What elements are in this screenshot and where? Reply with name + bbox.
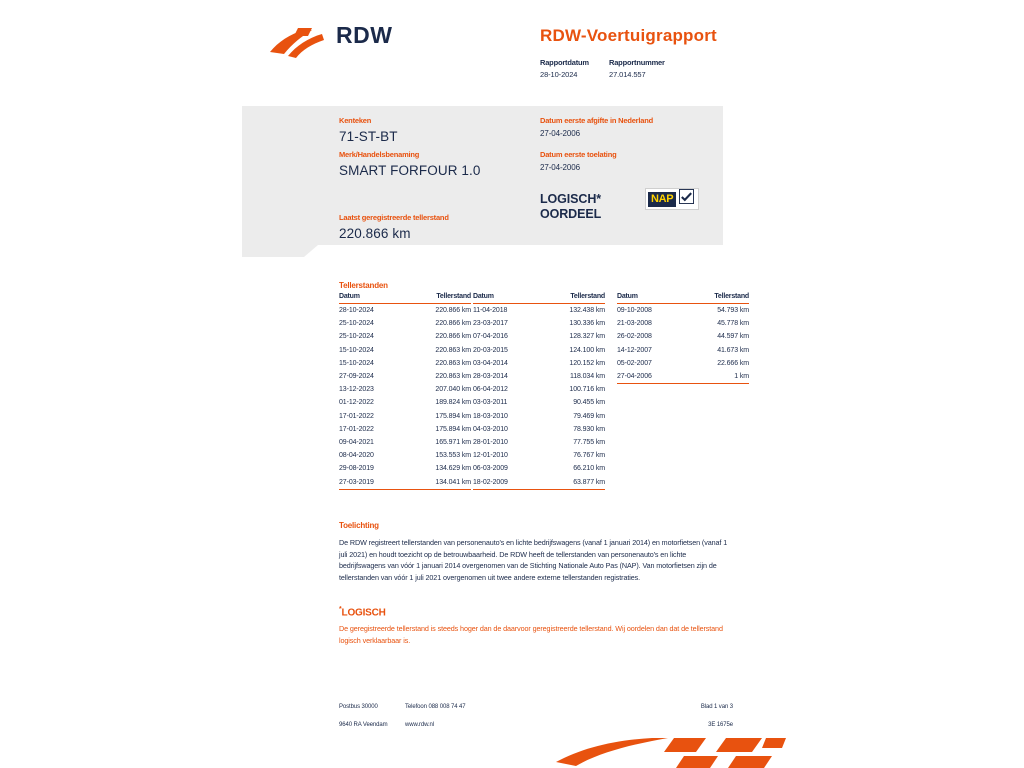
cell-tellerstand: 175.894 km bbox=[435, 425, 471, 433]
cell-datum: 15-10-2024 bbox=[339, 359, 374, 367]
table-row bbox=[617, 344, 749, 357]
cell-tellerstand: 66.210 km bbox=[573, 465, 605, 473]
eerste-toelating-value: 27-04-2006 bbox=[540, 163, 580, 172]
col-header-datum: Datum bbox=[339, 293, 405, 304]
rdw-logo bbox=[268, 22, 508, 68]
table-row bbox=[473, 462, 605, 475]
table-row bbox=[339, 423, 471, 436]
summary-panel-notch bbox=[242, 245, 723, 257]
nap-badge bbox=[645, 188, 699, 210]
cell-datum: 21-03-2008 bbox=[617, 320, 652, 328]
eerste-toelating-label: Datum eerste toelating bbox=[540, 150, 617, 159]
footer-phone: Telefoon 088 008 74 47 bbox=[405, 704, 466, 710]
report-number-label: Rapportnummer bbox=[609, 58, 665, 67]
table-row bbox=[339, 436, 471, 449]
cell-datum: 08-04-2020 bbox=[339, 452, 374, 460]
cell-datum: 28-10-2024 bbox=[339, 307, 374, 315]
cell-datum: 18-03-2010 bbox=[473, 412, 508, 420]
nap-check-icon bbox=[679, 189, 694, 209]
footer-address bbox=[339, 704, 388, 728]
tellerstanden-table-2 bbox=[473, 293, 605, 490]
laatste-tellerstand-label: Laatst geregistreerde tellerstand bbox=[339, 213, 449, 222]
table-row bbox=[473, 475, 605, 489]
cell-tellerstand: 220.863 km bbox=[435, 346, 471, 354]
cell-datum: 27-03-2019 bbox=[339, 475, 405, 489]
table-row bbox=[473, 357, 605, 370]
merk-label: Merk/Handelsbenaming bbox=[339, 150, 420, 159]
cell-tellerstand: 134.629 km bbox=[435, 465, 471, 473]
table-row bbox=[473, 317, 605, 330]
rdw-swoosh-logo-icon bbox=[268, 26, 326, 60]
col-header-datum: Datum bbox=[473, 293, 539, 304]
table-row bbox=[339, 370, 471, 383]
asterisk-icon: * bbox=[339, 606, 342, 613]
cell-datum: 29-08-2019 bbox=[339, 465, 374, 473]
table-row bbox=[473, 383, 605, 396]
table-row bbox=[617, 317, 749, 330]
cell-datum: 03-04-2014 bbox=[473, 359, 508, 367]
cell-tellerstand: 220.866 km bbox=[435, 333, 471, 341]
table-row bbox=[473, 304, 605, 318]
cell-datum: 06-03-2009 bbox=[473, 465, 508, 473]
cell-datum: 13-12-2023 bbox=[339, 386, 374, 394]
page-title: RDW-Voertuigrapport bbox=[540, 26, 717, 45]
table-row bbox=[339, 357, 471, 370]
cell-tellerstand: 54.793 km bbox=[717, 307, 749, 315]
cell-tellerstand: 132.438 km bbox=[569, 307, 605, 315]
table-row bbox=[339, 344, 471, 357]
field-eerste-afgifte bbox=[540, 116, 653, 138]
table-row bbox=[339, 330, 471, 343]
cell-datum: 23-03-2017 bbox=[473, 320, 508, 328]
cell-tellerstand: 207.040 km bbox=[435, 386, 471, 394]
cell-tellerstand: 220.866 km bbox=[435, 320, 471, 328]
cell-tellerstand: 165.971 km bbox=[435, 438, 471, 446]
cell-tellerstand: 128.327 km bbox=[569, 333, 605, 341]
table-row bbox=[473, 396, 605, 409]
cell-datum: 25-10-2024 bbox=[339, 333, 374, 341]
table-row bbox=[339, 475, 471, 489]
cell-tellerstand: 120.152 km bbox=[569, 359, 605, 367]
cell-datum: 27-04-2006 bbox=[617, 370, 683, 384]
table-row bbox=[339, 462, 471, 475]
cell-tellerstand: 90.455 km bbox=[573, 399, 605, 407]
cell-datum: 03-03-2011 bbox=[473, 399, 508, 407]
logisch-heading-text: LOGISCH bbox=[341, 607, 386, 619]
cell-datum: 15-10-2024 bbox=[339, 346, 374, 354]
eerste-afgifte-value: 27-04-2006 bbox=[540, 129, 580, 138]
col-header-datum: Datum bbox=[617, 293, 683, 304]
cell-tellerstand: 44.597 km bbox=[717, 333, 749, 341]
cell-datum: 18-02-2009 bbox=[473, 475, 539, 489]
table-row bbox=[473, 330, 605, 343]
report-date bbox=[540, 58, 589, 79]
status-badge bbox=[540, 192, 601, 222]
cell-datum: 12-01-2010 bbox=[473, 452, 508, 460]
table-row bbox=[339, 317, 471, 330]
field-eerste-toelating bbox=[540, 150, 616, 172]
cell-tellerstand: 77.755 km bbox=[573, 438, 605, 446]
cell-tellerstand: 130.336 km bbox=[569, 320, 605, 328]
footer-website[interactable]: www.rdw.nl bbox=[405, 722, 435, 728]
tellerstanden-table-1 bbox=[339, 293, 471, 490]
footer-address-line-1: Postbus 30000 bbox=[339, 704, 378, 710]
table-row bbox=[339, 304, 471, 318]
cell-tellerstand: 220.863 km bbox=[435, 373, 471, 381]
table-row bbox=[339, 396, 471, 409]
cell-datum: 28-01-2010 bbox=[473, 438, 508, 446]
cell-tellerstand: 63.877 km bbox=[539, 475, 605, 489]
laatste-tellerstand-value: 220.866 km bbox=[339, 226, 411, 241]
cell-datum: 28-03-2014 bbox=[473, 373, 508, 381]
cell-datum: 14-12-2007 bbox=[617, 346, 652, 354]
tellerstanden-table-3 bbox=[617, 293, 749, 384]
cell-datum: 27-09-2024 bbox=[339, 373, 374, 381]
field-merk bbox=[339, 150, 480, 178]
cell-tellerstand: 1 km bbox=[683, 370, 749, 384]
toelichting-body: De RDW registreert tellerstanden van personenauto's en lichte bedrijfswagens (vanaf 1 januari 2014) en motorfietsen (vanaf 1 juli 2021) en houdt toezicht op de betrouwbaarheid. De RDW heeft de tellerstanden van personenauto's en lichte bedrijfswagens van vóór 1 januari 2014 overgenomen van de Stichting Nationale Auto Pas (NAP). Van motorfietsen zijn de tellerstanden van vóór 1 juli 2021 overgenomen uit twee andere externe tellerstanden registraties. bbox=[339, 538, 728, 582]
cell-datum: 01-12-2022 bbox=[339, 399, 374, 407]
cell-datum: 25-10-2024 bbox=[339, 320, 374, 328]
cell-tellerstand: 78.930 km bbox=[573, 425, 605, 433]
col-header-tellerstand: Tellerstand bbox=[405, 293, 471, 304]
table-row bbox=[473, 449, 605, 462]
logisch-heading bbox=[339, 606, 386, 618]
cell-tellerstand: 118.034 km bbox=[569, 373, 605, 381]
cell-datum: 09-10-2008 bbox=[617, 307, 652, 315]
footer-address-line-2: 9640 RA Veendam bbox=[339, 722, 388, 728]
col-header-tellerstand: Tellerstand bbox=[539, 293, 605, 304]
cell-tellerstand: 45.778 km bbox=[717, 320, 749, 328]
cell-tellerstand: 153.553 km bbox=[435, 452, 471, 460]
cell-datum: 17-01-2022 bbox=[339, 425, 374, 433]
oordeel-line-1: LOGISCH* bbox=[540, 192, 602, 206]
table-row bbox=[473, 344, 605, 357]
cell-datum: 06-04-2012 bbox=[473, 386, 508, 394]
kenteken-value: 71-ST-BT bbox=[339, 129, 398, 144]
eerste-afgifte-label: Datum eerste afgifte in Nederland bbox=[540, 116, 654, 125]
footer-page-number: Blad 1 van 3 bbox=[700, 704, 733, 710]
cell-tellerstand: 76.767 km bbox=[573, 452, 605, 460]
cell-tellerstand: 22.666 km bbox=[717, 359, 749, 367]
cell-datum: 20-03-2015 bbox=[473, 346, 508, 354]
table-row bbox=[473, 423, 605, 436]
rdw-footer-swoosh-icon bbox=[556, 736, 786, 768]
table-row bbox=[617, 304, 749, 318]
cell-tellerstand: 220.866 km bbox=[435, 307, 471, 315]
section-title-tellerstanden: Tellerstanden bbox=[339, 281, 388, 290]
cell-datum: 07-04-2016 bbox=[473, 333, 508, 341]
col-header-tellerstand: Tellerstand bbox=[683, 293, 749, 304]
merk-value: SMART FORFOUR 1.0 bbox=[339, 163, 481, 178]
footer-page-info bbox=[640, 704, 733, 728]
cell-tellerstand: 79.469 km bbox=[573, 412, 605, 420]
table-row bbox=[473, 410, 605, 423]
table-row bbox=[339, 410, 471, 423]
cell-datum: 09-04-2021 bbox=[339, 438, 374, 446]
table-row bbox=[617, 370, 749, 384]
table-row bbox=[617, 330, 749, 343]
cell-tellerstand: 175.894 km bbox=[435, 412, 471, 420]
cell-tellerstand: 134.041 km bbox=[405, 475, 471, 489]
field-laatste-tellerstand bbox=[339, 213, 449, 241]
cell-tellerstand: 189.824 km bbox=[435, 399, 471, 407]
nap-badge-text: NAP bbox=[648, 192, 676, 207]
report-number-value: 27.014.557 bbox=[609, 70, 646, 79]
cell-datum: 05-02-2007 bbox=[617, 359, 652, 367]
footer-contact bbox=[405, 704, 466, 728]
table-row bbox=[473, 436, 605, 449]
report-date-label: Rapportdatum bbox=[540, 58, 589, 67]
cell-tellerstand: 124.100 km bbox=[569, 346, 605, 354]
table-row bbox=[473, 370, 605, 383]
cell-datum: 17-01-2022 bbox=[339, 412, 374, 420]
cell-datum: 11-04-2018 bbox=[473, 307, 508, 315]
report-date-value: 28-10-2024 bbox=[540, 70, 578, 79]
table-row bbox=[339, 449, 471, 462]
rdw-logo-text: RDW bbox=[336, 22, 393, 48]
cell-tellerstand: 100.716 km bbox=[569, 386, 605, 394]
cell-tellerstand: 41.673 km bbox=[717, 346, 749, 354]
table-row bbox=[617, 357, 749, 370]
oordeel-line-2: OORDEEL bbox=[540, 207, 602, 221]
logisch-body: De geregistreerde tellerstand is steeds hoger dan de daarvoor geregistreerde tellerstand. Wij oordelen dan dat de tellerstand logisch verklaarbaar is. bbox=[339, 624, 723, 645]
report-number bbox=[609, 58, 665, 79]
section-title-toelichting: Toelichting bbox=[339, 521, 379, 530]
field-kenteken bbox=[339, 116, 398, 144]
cell-tellerstand: 220.863 km bbox=[435, 359, 471, 367]
kenteken-label: Kenteken bbox=[339, 116, 372, 125]
cell-datum: 04-03-2010 bbox=[473, 425, 508, 433]
footer-form-code: 3E 1675e bbox=[708, 722, 733, 728]
table-row bbox=[339, 383, 471, 396]
cell-datum: 26-02-2008 bbox=[617, 333, 652, 341]
